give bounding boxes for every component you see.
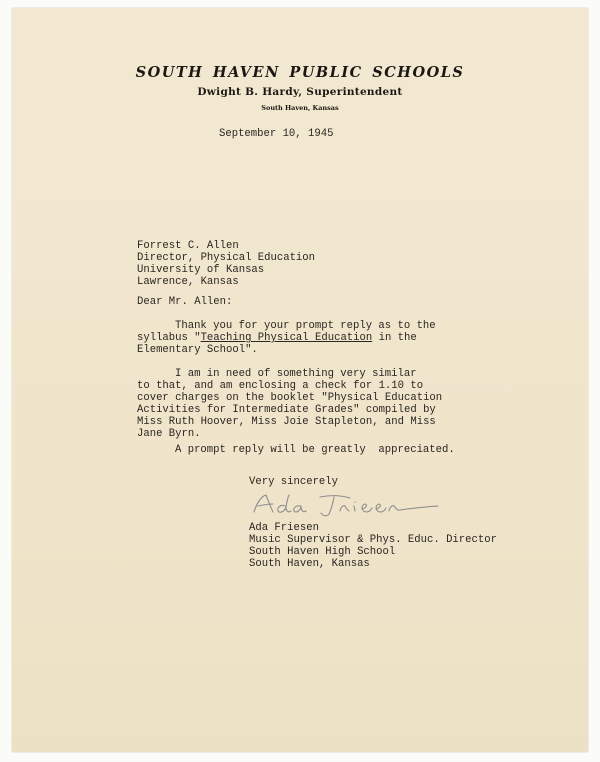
paragraph1-line2-pre: syllabus ": [137, 332, 201, 344]
paragraph1-line3: Elementary School".: [137, 344, 258, 356]
paragraph3: A prompt reply will be greatly appreciated.: [175, 444, 455, 456]
paragraph2-line: Miss Ruth Hoover, Miss Joie Stapleton, and Miss: [137, 416, 436, 428]
paragraph2-line: cover charges on the booklet "Physical Education: [137, 392, 443, 404]
letterhead-title: SOUTH HAVEN PUBLIC SCHOOLS: [135, 64, 465, 81]
letterhead-city: South Haven, Kansas: [261, 104, 339, 112]
signer-title: Music Supervisor & Phys. Educ. Director: [249, 534, 497, 546]
recipient-title: Director, Physical Education: [137, 252, 316, 264]
paragraph1-line2-post: in the: [372, 332, 417, 344]
paragraph1-line2: [137, 332, 417, 344]
paragraph2-line: Activities for Intermediate Grades" compiled by: [137, 404, 436, 416]
recipient-organization: University of Kansas: [137, 264, 265, 276]
closing: Very sincerely: [249, 476, 339, 488]
syllabus-title: Teaching Physical Education: [200, 332, 373, 344]
handwritten-signature: [248, 492, 444, 518]
letterhead-superintendent: Dwight B. Hardy, Superintendent: [197, 86, 403, 98]
paragraph2-line: I am in need of something very similar: [175, 368, 417, 380]
paragraph1-line1: Thank you for your prompt reply as to the: [175, 320, 436, 332]
paragraph2-line: Jane Byrn.: [137, 428, 201, 440]
letter-date: September 10, 1945: [219, 128, 334, 140]
recipient-city: Lawrence, Kansas: [137, 276, 239, 288]
signer-school: South Haven High School: [249, 546, 396, 558]
signer-name: Ada Friesen: [249, 522, 319, 534]
recipient-name: Forrest C. Allen: [137, 240, 239, 252]
signer-city: South Haven, Kansas: [249, 558, 370, 570]
salutation: Dear Mr. Allen:: [137, 296, 233, 308]
paragraph2-line: to that, and am enclosing a check for 1.10 to: [137, 380, 424, 392]
